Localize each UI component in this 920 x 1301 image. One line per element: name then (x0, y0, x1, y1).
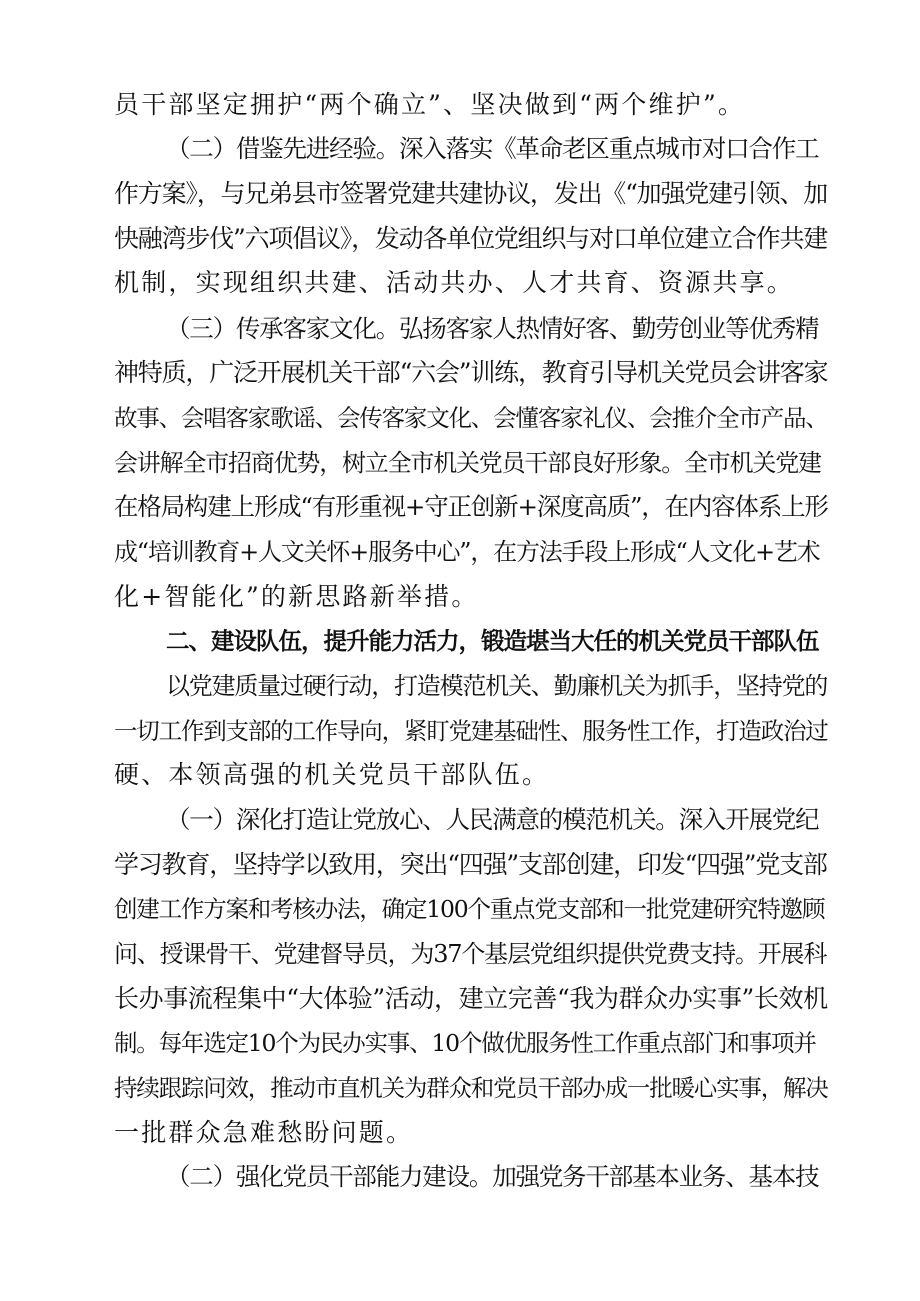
text-line: 快融湾步伐”六项倡议》，发动各单位党组织与对口单位建立合作共建 (114, 224, 828, 253)
text-line: 长办事流程集中“大体验”活动，建立完善“我为群众办实事”长效机 (114, 984, 828, 1013)
text-line: 一批群众急难愁盼问题。 (114, 1118, 414, 1147)
text-line: 故事、会唱客家歌谣、会传客家文化、会懂客家礼仪、会推介全市产品、 (114, 404, 828, 432)
text-line: 机制，实现组织共建、活动共办、人才共育、资源共享。 (114, 268, 795, 297)
subsection-line: （二）强化党员干部能力建设。加强党务干部基本业务、基本技 (166, 1162, 819, 1191)
text-line: 在格局构建上形成“有形重视+守正创新+深度高质”，在内容体系上形 (114, 492, 828, 521)
text-line: 会讲解全市招商优势，树立全市机关党员干部良好形象。全市机关党建 (114, 449, 821, 477)
text-line: 制。每年选定10个为民办实事、10个做优服务性工作重点部门和事项并 (114, 1029, 816, 1057)
text-line: 员干部坚定拥护“两个确立”、坚决做到“两个维护”。 (114, 90, 746, 119)
text-line: 问、授课骨干、党建督导员，为37个基层党组织提供党费支持。开展科 (114, 940, 827, 968)
paragraph-first-line: 以党建质量过硬行动，打造模范机关、勤廉机关为抓手，坚持党的 (166, 672, 828, 700)
subsection-line: （二）借鉴先进经验。深入落实《革命老区重点城市对口合作工 (166, 134, 819, 163)
subsection-line: （一）深化打造让党放心、人民满意的模范机关。深入开展党纪 (166, 805, 819, 834)
text-line: 创建工作方案和考核办法，确定100个重点党支部和一批党建研究特邀顾 (114, 895, 825, 923)
subsection-line: （三）传承客家文化。弘扬客家人热情好客、勤劳创业等优秀精 (166, 314, 819, 343)
text-line: 作方案》，与兄弟县市签署党建共建协议，发出《“加强党建引领、加 (114, 179, 828, 208)
text-line: 硬、本领高强的机关党员干部队伍。 (114, 760, 550, 789)
text-line: 神特质，广泛开展机关干部“六会”训练，教育引导机关党员会讲客家 (114, 358, 828, 387)
text-line: 化+智能化”的新思路新举措。 (114, 582, 479, 611)
text-line: 一切工作到支部的工作导向，紧盯党建基础性、服务性工作，打造政治过 (114, 717, 828, 745)
section-heading: 二、建设队伍，提升能力活力，锻造堪当大任的机关党员干部队伍 (166, 627, 819, 655)
text-line: 学习教育，坚持学以致用，突出“四强”支部创建，印发“四强”党支部 (114, 850, 827, 879)
text-line: 成“培训教育+人文关怀+服务中心”，在方法手段上形成“人文化+艺术 (114, 538, 820, 566)
text-line: 持续跟踪问效，推动市直机关为群众和党员干部办成一批暖心实事，解决 (114, 1074, 828, 1102)
